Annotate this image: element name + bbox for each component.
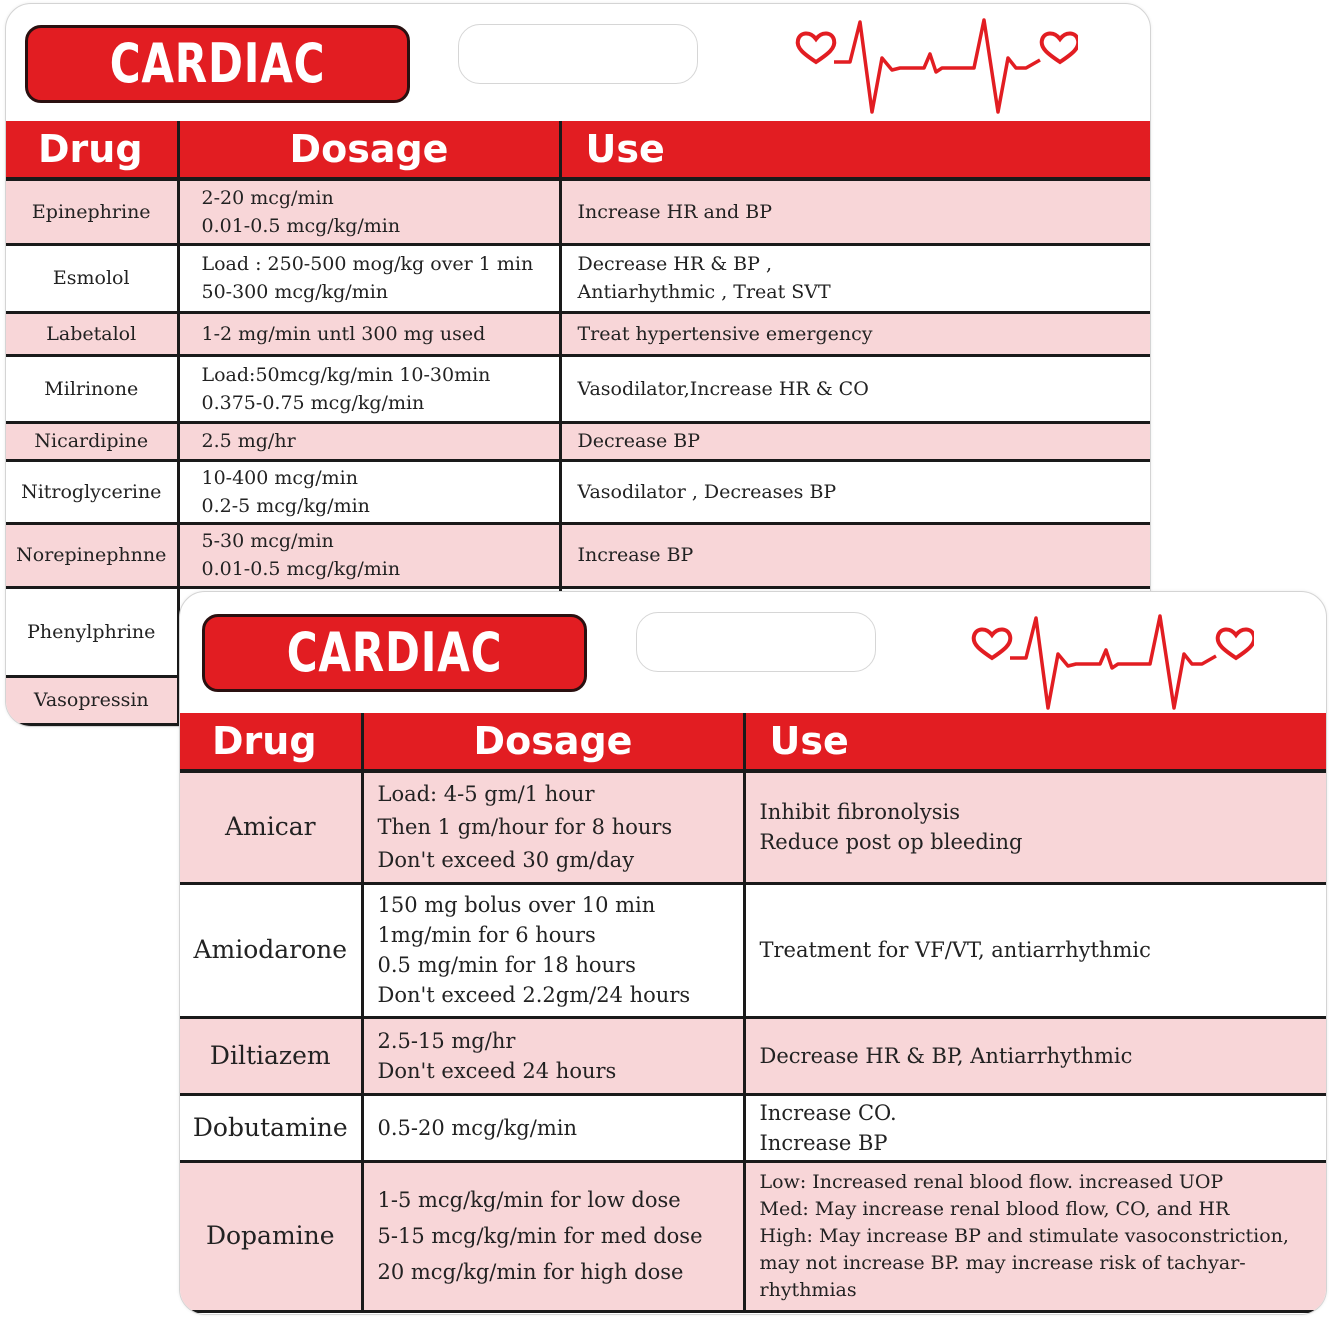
dosage-cell [362,771,744,883]
drug-name: Epinephrine [6,179,178,244]
dosage-cell [178,179,560,244]
dosage-line: 1-2 mg/min untl 300 mg used [201,322,486,345]
dosage-line: 0.5 mg/min for 18 hours [377,953,636,977]
drug-name: Amiodarone [180,883,362,1017]
header-use: Use [744,713,1326,771]
use-line: Increase HR and BP [577,200,772,223]
drips-table [180,713,1326,1313]
ekg-line-icon [834,20,1040,112]
dosage-line: 2-20 mcg/min [201,186,334,209]
heartbeat-graphic [964,608,1254,714]
dosage-line: Load : 250-500 mog/kg over 1 min [201,253,534,275]
table-header-row [180,713,1326,771]
use-cell [560,523,1150,587]
dosage-line: 150 mg bolus over 10 min [377,893,656,917]
use-line: Increase CO. [759,1100,897,1125]
use-line: Inhibit fibronolysis [759,800,960,825]
dosage-cell [178,422,560,460]
dosage-line: 5-15 mcg/kg/min for med dose [377,1224,703,1248]
table-row [6,422,1150,460]
drug-name: Nicardipine [6,422,178,460]
dosage-line: 2.5 mg/hr [201,430,296,452]
cardiac-drips-card-front [179,591,1327,1315]
table-row [6,460,1150,523]
use-line: Treatment for VF/VT, antiarrhythmic [759,938,1151,962]
card-title: CARDIAC [202,614,587,692]
drug-name: Diltiazem [180,1017,362,1094]
use-line: Increase BP [759,1130,888,1155]
use-cell [560,179,1150,244]
use-line: Treat hypertensive emergency [577,322,873,345]
dosage-cell [178,355,560,422]
dosage-cell [362,1161,744,1311]
drug-name: Amicar [180,771,362,883]
table-header-row [6,121,1150,179]
dosage-cell [178,312,560,355]
dosage-line: 1mg/min for 6 hours [377,923,596,947]
drug-name: Norepinephnne [6,523,178,587]
table-row [6,312,1150,355]
use-cell [560,460,1150,523]
use-line: Vasodilator , Decreases BP [577,480,837,503]
name-field [458,24,698,84]
dosage-line: 50-300 mcg/kg/min [201,281,389,303]
dosage-cell [178,460,560,523]
table-row [6,179,1150,244]
drug-name: Esmolol [6,244,178,312]
dosage-line: 2.5-15 mg/hr [377,1028,516,1053]
use-cell [744,771,1326,883]
use-cell [744,883,1326,1017]
drug-name: Vasopressin [6,676,178,724]
header-drug: Drug [180,713,362,771]
dosage-line: 0.01-0.5 mcg/kg/min [201,558,401,580]
use-line: rhythmias [759,1278,857,1301]
use-line: Increase BP [577,544,694,566]
table-row [6,244,1150,312]
dosage-line: 0.01-0.5 mcg/kg/min [201,214,401,237]
dosage-line: 0.2-5 mcg/kg/min [201,494,370,517]
dosage-line: Don't exceed 30 gm/day [377,848,635,873]
dosage-cell [362,883,744,1017]
use-cell [744,1017,1326,1094]
dosage-line: 5-30 mcg/min [201,530,334,552]
drug-name: Phenylphrine [6,587,178,676]
use-line: Vasodilator,Increase HR & CO [577,377,869,400]
table-row [180,1161,1326,1311]
use-cell [560,312,1150,355]
heart-icon [798,33,835,62]
header-dosage: Dosage [362,713,744,771]
table-row [180,1094,1326,1161]
use-line: Low: Increased renal blood flow. increased UOP [759,1170,1224,1193]
card-title: CARDIAC [25,25,410,103]
ekg-line-icon [1010,616,1216,708]
name-field [636,612,876,672]
dosage-line: 10-400 mcg/min [201,466,358,489]
use-cell [560,422,1150,460]
dosage-line: Then 1 gm/hour for 8 hours [377,815,673,840]
heart-icon [1042,33,1078,62]
dosage-line: 20 mcg/kg/min for high dose [377,1260,684,1284]
use-cell [744,1161,1326,1311]
use-line: High: May increase BP and stimulate vasoconstriction, [759,1224,1289,1247]
table-row [180,883,1326,1017]
drug-name: Dopamine [180,1161,362,1311]
heart-icon [1218,629,1254,658]
dosage-line: Load: 4-5 gm/1 hour [377,782,595,807]
header-use: Use [560,121,1150,179]
use-line: Decrease BP [577,430,701,452]
dosage-cell [362,1094,744,1161]
use-cell [560,355,1150,422]
table-row [6,523,1150,587]
table-row [6,355,1150,422]
heart-icon [974,629,1011,658]
use-line: Reduce post op bleeding [759,830,1023,855]
header-drug: Drug [6,121,178,179]
dosage-line: 0.375-0.75 mcg/kg/min [201,391,425,414]
dosage-cell [178,244,560,312]
table-row [180,1017,1326,1094]
use-line: may not increase BP. may increase risk of tachyar- [759,1251,1246,1274]
drug-name: Milrinone [6,355,178,422]
dosage-cell [362,1017,744,1094]
drug-name: Labetalol [6,312,178,355]
drug-name: Dobutamine [180,1094,362,1161]
dosage-line: 1-5 mcg/kg/min for low dose [377,1188,681,1212]
drug-name: Nitroglycerine [6,460,178,523]
use-line: Decrease HR & BP , [577,253,772,275]
header-dosage: Dosage [178,121,560,179]
heartbeat-graphic [788,12,1078,118]
dosage-line: Don't exceed 24 hours [377,1058,617,1083]
use-cell [744,1094,1326,1161]
dosage-line: Load:50mcg/kg/min 10-30min [201,363,491,386]
use-line: Decrease HR & BP, Antiarrhythmic [759,1043,1133,1068]
dosage-cell [178,523,560,587]
table-row [180,771,1326,883]
use-line: Med: May increase renal blood flow, CO, and HR [759,1197,1230,1220]
use-cell [560,244,1150,312]
dosage-line: Don't exceed 2.2gm/24 hours [377,983,691,1007]
use-line: Antiarhythmic , Treat SVT [577,281,831,303]
dosage-line: 0.5-20 mcg/kg/min [377,1115,577,1140]
